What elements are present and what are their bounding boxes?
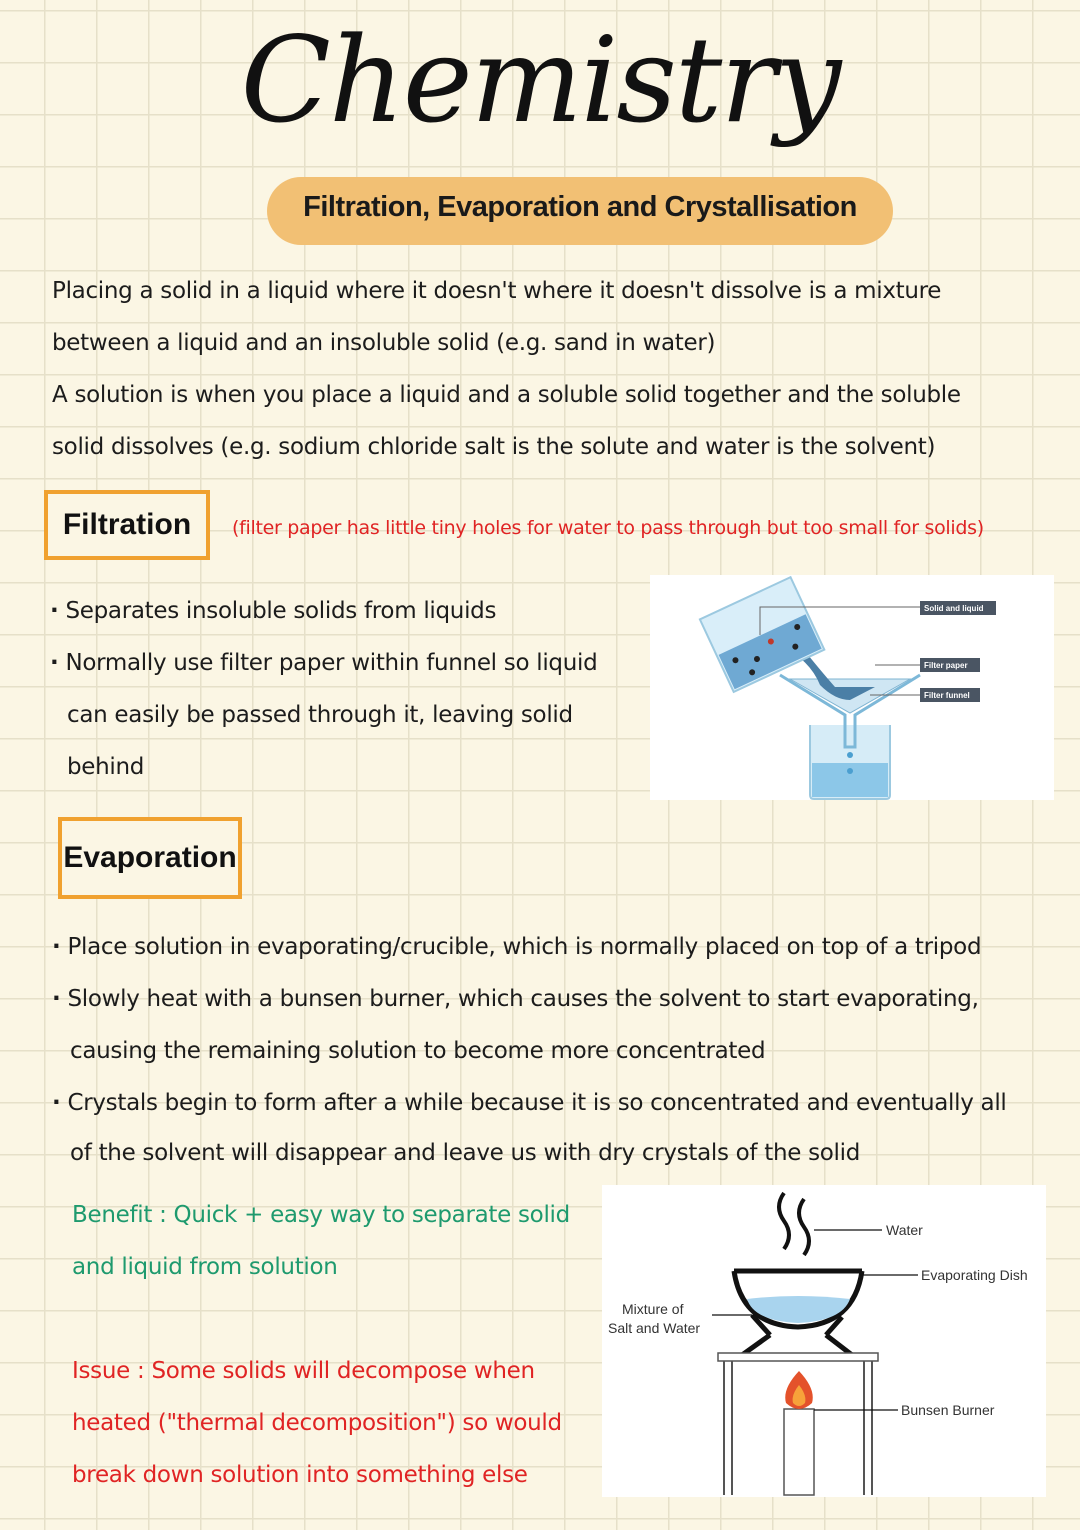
issue-text: Issue : Some solids will decompose when	[72, 1358, 535, 1384]
evaporation-heading: Evaporation	[58, 817, 242, 899]
list-item	[52, 986, 979, 1012]
drop	[847, 752, 853, 758]
filtration-diagram	[650, 575, 1054, 800]
bullet-icon: ·	[50, 650, 59, 676]
benefit-text: and liquid from solution	[72, 1254, 338, 1280]
bullet-icon: ·	[52, 934, 61, 960]
diagram-label: Filter funnel	[924, 691, 970, 700]
dish-label: Evaporating Dish	[921, 1267, 1028, 1283]
bunsen-burner	[784, 1409, 814, 1495]
evaporation-diagram	[602, 1185, 1046, 1497]
filtration-point: can easily be passed through it, leaving solid	[67, 702, 573, 728]
steam-icon	[799, 1199, 809, 1255]
evaporation-point: Slowly heat with a bunsen burner, which causes the solvent to start evaporating,	[67, 986, 979, 1012]
bullet-icon: ·	[50, 598, 59, 624]
water-label: Water	[886, 1222, 923, 1238]
mixture-label: Salt and Water	[608, 1320, 701, 1336]
intro-line: between a liquid and an insoluble solid (e.g. sand in water)	[52, 330, 716, 356]
intro-line: Placing a solid in a liquid where it doesn't where it doesn't dissolve is a mixture	[52, 278, 942, 304]
steam-icon	[779, 1193, 789, 1249]
filtration-note: (filter paper has little tiny holes for water to pass through but too small for solids)	[232, 517, 984, 539]
list-item	[50, 598, 496, 624]
issue-text: heated ("thermal decomposition") so would	[72, 1410, 562, 1436]
list-item	[50, 650, 597, 676]
bullet-icon: ·	[52, 986, 61, 1012]
diagram-label: Filter paper	[924, 661, 968, 670]
evaporation-point: Place solution in evaporating/crucible, which is normally placed on top of a tripod	[67, 934, 982, 960]
intro-line: A solution is when you place a liquid and a soluble solid together and the soluble	[52, 382, 961, 408]
issue-text: break down solution into something else	[72, 1462, 528, 1488]
burner-label: Bunsen Burner	[901, 1402, 995, 1418]
intro-line: solid dissolves (e.g. sodium chloride salt is the solute and water is the solvent)	[52, 434, 936, 460]
filtration-point: behind	[67, 754, 145, 780]
bullet-icon: ·	[52, 1090, 61, 1116]
pouring-beaker	[700, 577, 824, 692]
mixture-label: Mixture of	[622, 1301, 684, 1317]
diagram-label: Solid and liquid	[924, 604, 984, 613]
filtration-point: Normally use filter paper within funnel so liquid	[65, 650, 598, 676]
tripod-platform	[718, 1353, 878, 1361]
evaporation-point: of the solvent will disappear and leave us with dry crystals of the solid	[70, 1140, 861, 1166]
filtration-point: Separates insoluble solids from liquids	[65, 598, 497, 624]
tripod-leg	[826, 1335, 852, 1355]
page-subtitle: Filtration, Evaporation and Crystallisation	[303, 191, 857, 223]
tripod-leg	[742, 1335, 770, 1355]
filtration-heading: Filtration	[44, 490, 210, 560]
page-title: Chemistry	[240, 11, 840, 149]
benefit-text: Benefit : Quick + easy way to separate solid	[72, 1202, 570, 1228]
list-item	[52, 934, 981, 960]
drop	[847, 768, 853, 774]
list-item	[52, 1090, 1007, 1116]
evaporation-point: causing the remaining solution to become more concentrated	[70, 1038, 766, 1064]
evaporation-point: Crystals begin to form after a while because it is so concentrated and eventually all	[67, 1090, 1007, 1116]
